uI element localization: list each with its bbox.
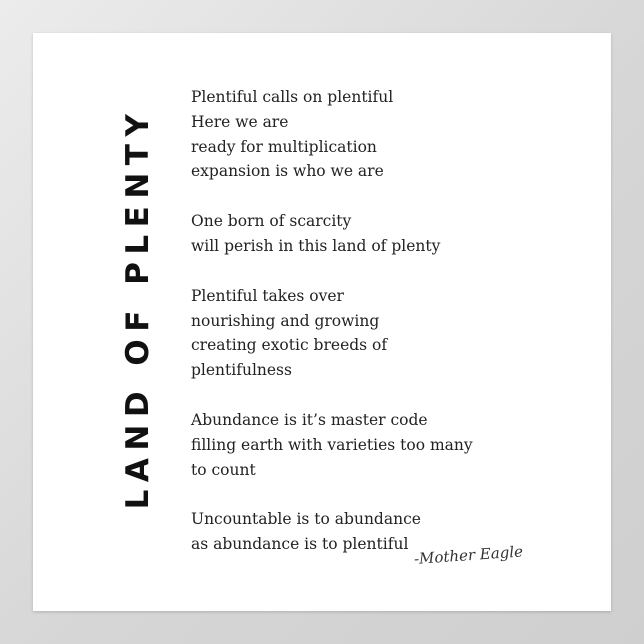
stanza-5 [191,507,591,557]
poem-body [191,85,591,557]
stanza-4 [191,408,591,482]
poem-line: filling earth with varieties too many [191,435,473,454]
poem-line: ready for multiplication [191,137,377,156]
poem-line: Plentiful calls on plentiful [191,88,394,106]
poem-line: Uncountable is to abundance [191,510,421,529]
poem-line: nourishing and growing [191,311,380,330]
poster-title-text: LAND OF PLENTY [120,106,156,510]
poem-line: will perish in this land of plenty [191,236,441,255]
stanza-1 [191,85,591,184]
poem-line: One born of scarcity [191,212,352,231]
poem-line: creating exotic breeds of [191,336,388,355]
author-signature: -Mother Eagle [413,542,524,568]
poem-line: expansion is who we are [191,162,384,181]
poem-line: Abundance is it’s master code [191,410,428,429]
poem-line: as abundance is to plentiful [191,535,409,554]
stanza-3 [191,284,591,383]
poem-poster [33,33,611,611]
poem-line: to count [191,460,256,479]
poem-line: Here we are [191,112,289,131]
poem-line: Plentiful takes over [191,286,344,305]
stanza-2 [191,209,591,259]
poem-line: plentifulness [191,361,292,380]
